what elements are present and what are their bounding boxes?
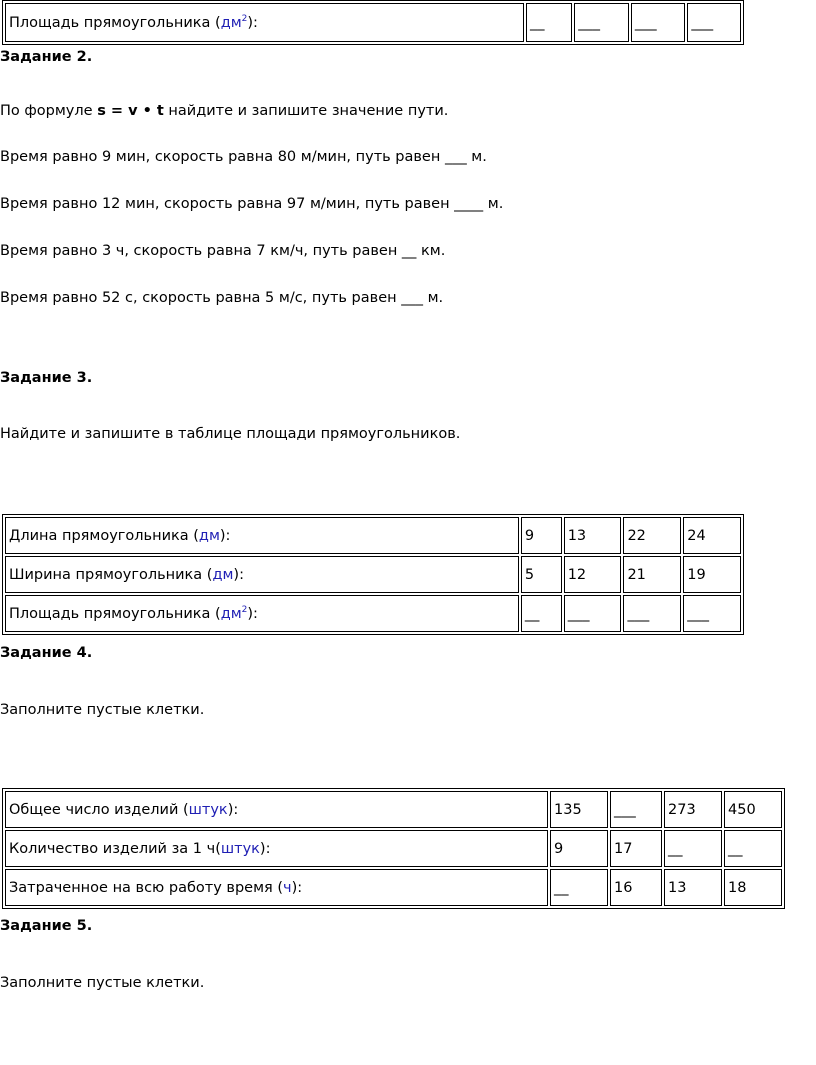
products-table bbox=[2, 788, 785, 909]
table-row bbox=[5, 556, 741, 593]
table-cell: 9 bbox=[550, 830, 608, 867]
task2-line-1: Время равно 9 мин, скорость равна 80 м/мин, путь равен ___ м. bbox=[0, 149, 487, 165]
task2-instruction: По формуле s = v • t найдите и запишите значение пути. bbox=[0, 103, 449, 119]
row-label: Площадь прямоугольника $(дм^2)$: bbox=[5, 3, 524, 42]
table-cell: ___ bbox=[687, 3, 741, 42]
table-cell: 273 bbox=[664, 791, 722, 828]
table-cell: 21 bbox=[623, 556, 681, 593]
row-label: Площадь прямоугольника $(дм^2)$: bbox=[5, 595, 519, 632]
top-area-table bbox=[2, 0, 744, 45]
task4-instruction: Заполните пустые клетки. bbox=[0, 702, 205, 718]
table-row bbox=[5, 3, 741, 42]
formula: s = v • t bbox=[97, 103, 164, 119]
table-cell: ___ bbox=[631, 3, 686, 42]
table-cell: 16 bbox=[610, 869, 662, 906]
task2-line-3: Время равно 3 ч, скорость равна 7 км/ч, путь равен __ км. bbox=[0, 243, 446, 259]
table-cell: __ bbox=[550, 869, 608, 906]
task5-instruction: Заполните пустые клетки. bbox=[0, 975, 205, 991]
table-cell: ___ bbox=[564, 595, 622, 632]
table-cell: ___ bbox=[683, 595, 741, 632]
row-label: Затраченное на всю работу время (ч): bbox=[5, 869, 548, 906]
table-row bbox=[5, 869, 782, 906]
table-row bbox=[5, 791, 782, 828]
table-row bbox=[5, 595, 741, 632]
table-row bbox=[5, 830, 782, 867]
table-cell: 12 bbox=[564, 556, 622, 593]
table-cell: ___ bbox=[623, 595, 681, 632]
rectangles-table bbox=[2, 514, 744, 635]
table-cell: __ bbox=[526, 3, 572, 42]
table-cell: 5 bbox=[521, 556, 562, 593]
table-cell: 24 bbox=[683, 517, 741, 554]
task5-heading: Задание 5. bbox=[0, 918, 93, 934]
row-label: Длина прямоугольника (дм): bbox=[5, 517, 519, 554]
table-cell: 13 bbox=[664, 869, 722, 906]
table-cell: 13 bbox=[564, 517, 622, 554]
row-label: Общее число изделий (штук): bbox=[5, 791, 548, 828]
row-label: Ширина прямоугольника (дм): bbox=[5, 556, 519, 593]
task3-heading: Задание 3. bbox=[0, 370, 93, 386]
task2-line-4: Время равно 52 с, скорость равна 5 м/с, путь равен ___ м. bbox=[0, 290, 444, 306]
table-cell: 18 bbox=[724, 869, 782, 906]
row-label: Количество изделий за 1 ч(штук): bbox=[5, 830, 548, 867]
table-cell: 450 bbox=[724, 791, 782, 828]
table-cell: ___ bbox=[610, 791, 662, 828]
table-cell: 135 bbox=[550, 791, 608, 828]
table-cell: __ bbox=[724, 830, 782, 867]
table-cell: 19 bbox=[683, 556, 741, 593]
task3-instruction: Найдите и запишите в таблице площади прямоугольников. bbox=[0, 426, 461, 442]
table-row bbox=[5, 517, 741, 554]
task2-line-2: Время равно 12 мин, скорость равна 97 м/мин, путь равен ____ м. bbox=[0, 196, 504, 212]
task4-heading: Задание 4. bbox=[0, 645, 93, 661]
table-cell: __ bbox=[521, 595, 562, 632]
table-cell: ___ bbox=[574, 3, 629, 42]
table-cell: 22 bbox=[623, 517, 681, 554]
table-cell: 17 bbox=[610, 830, 662, 867]
table-cell: __ bbox=[664, 830, 722, 867]
task2-heading: Задание 2. bbox=[0, 49, 93, 65]
table-cell: 9 bbox=[521, 517, 562, 554]
